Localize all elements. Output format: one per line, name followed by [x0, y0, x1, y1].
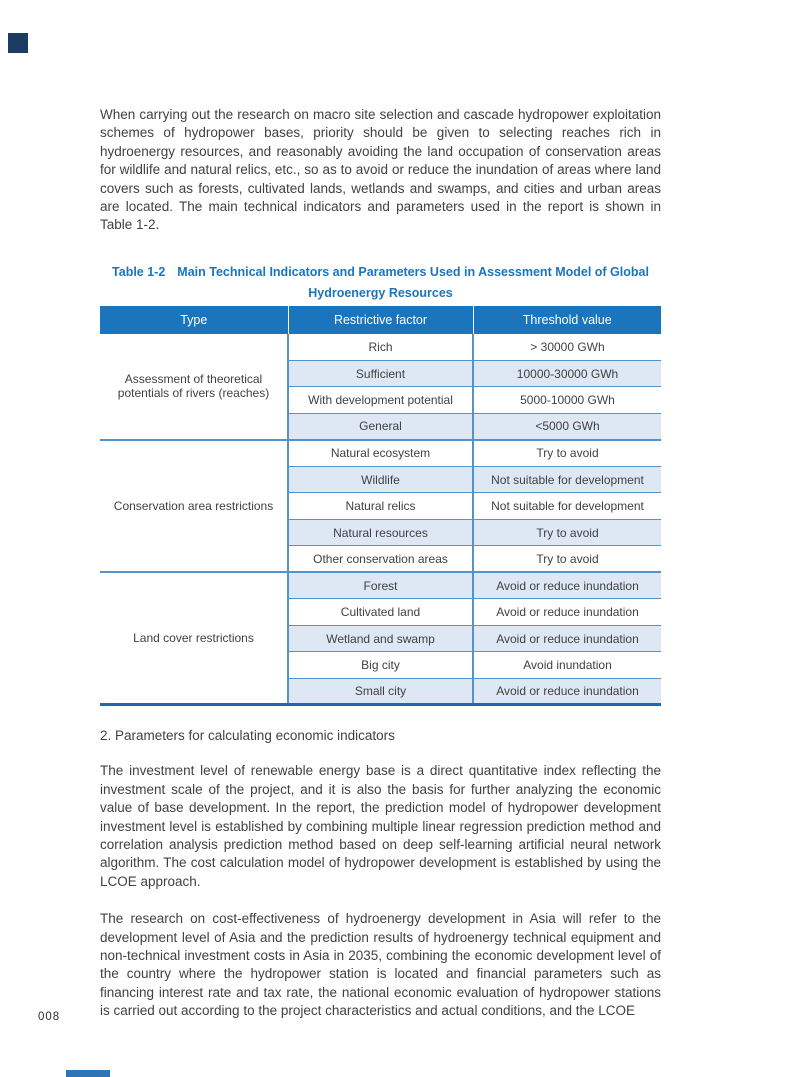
economic-paragraph-2: The research on cost-effectiveness of hydroenergy development in Asia will refer to the development level of Asia and the prediction results of hydroenergy technical equipment and non-technical investment costs in Asia in 2035, combining the economic development level of the country where the hydropower station is located and financial parameters such as financing interest rate and tax rate, the national economic evaluation of hydropower stations is carried out according to the project characteristics and actual conditions, and the LCOE: [100, 911, 661, 1019]
table-value-cell: Avoid or reduce inundation: [473, 572, 661, 599]
section-heading: 2. Parameters for calculating economic indicators: [100, 728, 395, 744]
indicators-table: [100, 306, 661, 707]
table-factor-cell: Natural resources: [288, 519, 473, 546]
intro-paragraph: When carrying out the research on macro site selection and cascade hydropower exploitation schemes of hydropower bases, priority should be given to selecting reaches rich in hydroenergy resources, and reasonably avoiding the land occupation of conservation areas for wildlife and natural relics, etc., so as to avoid or reduce the inundation of areas where land covers such as forests, cultivated lands, wetlands and swamps, and cities and urban areas are located. The main technical indicators and parameters used in the report is shown in Table 1-2.: [100, 107, 661, 233]
table-value-cell: Try to avoid: [473, 519, 661, 546]
table-value-cell: Avoid or reduce inundation: [473, 599, 661, 626]
table-header-restrictive-factor: Restrictive factor: [288, 306, 473, 334]
page-footer-decoration: [66, 1070, 110, 1077]
table-caption-text: Main Technical Indicators and Parameters Used in Assessment Model of Global Hydroenergy Resources: [177, 264, 649, 300]
table-factor-cell: Forest: [288, 572, 473, 599]
table-type-cell: Conservation area restrictions: [100, 440, 288, 573]
table-value-cell: Avoid or reduce inundation: [473, 678, 661, 705]
table-head: [100, 306, 661, 334]
table-factor-cell: Small city: [288, 678, 473, 705]
table-value-cell: > 30000 GWh: [473, 334, 661, 361]
table-header-type: Type: [100, 306, 288, 334]
table-factor-cell: Sufficient: [288, 360, 473, 387]
table-factor-cell: Natural ecosystem: [288, 440, 473, 467]
page-number: 008: [38, 1011, 61, 1023]
table-value-cell: <5000 GWh: [473, 413, 661, 440]
table-row: [100, 440, 661, 467]
table-row: [100, 334, 661, 361]
table-value-cell: Not suitable for development: [473, 466, 661, 493]
table-value-cell: Avoid or reduce inundation: [473, 625, 661, 652]
table-value-cell: 5000-10000 GWh: [473, 387, 661, 414]
table-caption: [100, 262, 661, 304]
table-factor-cell: Rich: [288, 334, 473, 361]
table-caption-label: Table 1-2: [112, 264, 166, 279]
table-value-cell: Avoid inundation: [473, 652, 661, 679]
table-value-cell: Try to avoid: [473, 440, 661, 467]
table-factor-cell: With development potential: [288, 387, 473, 414]
page-content: [100, 106, 661, 1021]
economic-paragraph-1: The investment level of renewable energy base is a direct quantitative index reflecting the investment scale of the project, and it is also the basis for further analyzing the economic value of base development. In the report, the prediction model of hydropower development investment level is established by combining multiple linear regression prediction method and correlation analysis prediction method based on deep self-learning artificial neural network algorithm. The cost calculation model of hydropower development is established by using the LCOE approach.: [100, 763, 661, 889]
table-header-row: [100, 306, 661, 334]
table-factor-cell: Other conservation areas: [288, 546, 473, 573]
table-body: [100, 334, 661, 705]
page-corner-decoration: [8, 33, 28, 53]
table-type-cell: Assessment of theoretical potentials of rivers (reaches): [100, 334, 288, 440]
table-type-cell: Land cover restrictions: [100, 572, 288, 705]
table-value-cell: Not suitable for development: [473, 493, 661, 520]
table-factor-cell: Natural relics: [288, 493, 473, 520]
table-factor-cell: Wetland and swamp: [288, 625, 473, 652]
table-header-threshold-value: Threshold value: [473, 306, 661, 334]
table-factor-cell: General: [288, 413, 473, 440]
table-factor-cell: Big city: [288, 652, 473, 679]
table-factor-cell: Cultivated land: [288, 599, 473, 626]
table-row: [100, 572, 661, 599]
table-factor-cell: Wildlife: [288, 466, 473, 493]
table-value-cell: 10000-30000 GWh: [473, 360, 661, 387]
table-value-cell: Try to avoid: [473, 546, 661, 573]
